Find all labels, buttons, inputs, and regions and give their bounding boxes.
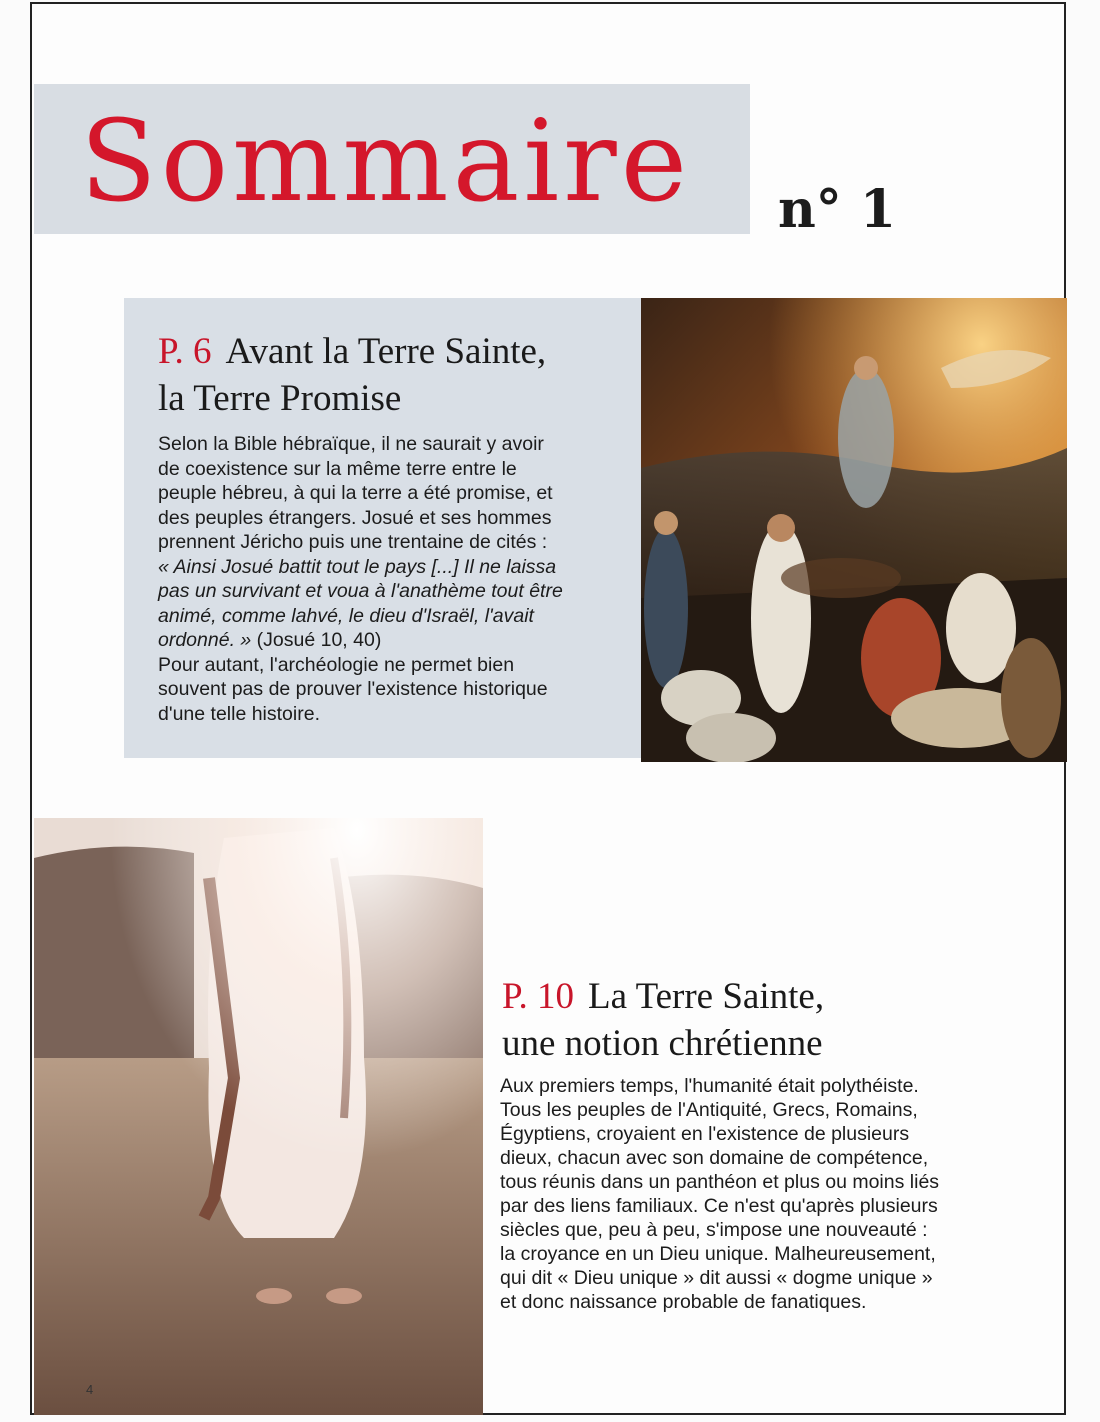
painting-illustration: [641, 298, 1067, 762]
text-line: qui dit « Dieu unique » dit aussi « dogme unique »: [500, 1267, 933, 1289]
text-line: prennent Jéricho puis une trentaine de cités :: [158, 531, 548, 553]
text-line: tous réunis dans un panthéon et plus ou moins liés: [500, 1171, 940, 1193]
article-1-text: [158, 432, 628, 726]
text-line: Pour autant, l'archéologie ne permet bien: [158, 653, 515, 676]
text-line: peuple hébreu, à qui la terre a été promise, et: [158, 482, 553, 504]
text-line: siècles que, peu à peu, s'impose une nouveauté :: [500, 1219, 928, 1241]
text-line: d'une telle histoire.: [158, 702, 320, 725]
text-line: Tous les peuples de l'Antiquité, Grecs, Romains,: [500, 1099, 918, 1121]
quote-reference: (Josué 10, 40): [251, 629, 382, 651]
article-2-title-line1: La Terre Sainte,: [587, 976, 825, 1017]
article-1-title-line1: Avant la Terre Sainte,: [225, 331, 547, 372]
article-2-text: [500, 1074, 970, 1314]
quote-line: animé, comme lahvé, le dieu d'Israël, l'avait: [158, 604, 534, 627]
text-line: de coexistence sur la même terre entre le: [158, 457, 517, 480]
page-number: 4: [86, 1382, 94, 1397]
article-2-heading: [502, 975, 824, 1019]
article-1-title-line2: la Terre Promise: [158, 378, 402, 419]
quote-line: « Ainsi Josué battit tout le pays [...] Il ne laissa: [158, 555, 557, 578]
article-1-page-ref: P. 6: [158, 331, 212, 372]
text-line: dieux, chacun avec son domaine de compétence,: [500, 1147, 929, 1169]
text-line: des peuples étrangers. Josué et ses hommes: [158, 506, 552, 529]
robed-figure-photo: [34, 818, 483, 1415]
text-line: Égyptiens, croyaient en l'existence de plusieurs: [500, 1123, 910, 1145]
text-line: Aux premiers temps, l'humanité était polythéiste.: [500, 1075, 919, 1097]
article-1-heading: [158, 330, 546, 374]
page-title: Sommaire: [80, 97, 691, 227]
issue-number: n° 1: [778, 179, 897, 240]
text-line: Selon la Bible hébraïque, il ne saurait y avoir: [158, 433, 544, 455]
text-line: par des liens familiaux. Ce n'est qu'après plusieurs: [500, 1195, 938, 1217]
text-line: souvent pas de prouver l'existence historique: [158, 678, 548, 700]
quote-line: pas un survivant et voua à l'anathème tout être: [158, 580, 563, 602]
article-2-page-ref: P. 10: [502, 976, 574, 1017]
text-line: la croyance en un Dieu unique. Malheureusement,: [500, 1243, 936, 1265]
quote-line: ordonné. » (Josué 10, 40): [158, 629, 382, 651]
article-2-title-line2: une notion chrétienne: [502, 1023, 823, 1064]
text-line: et donc naissance probable de fanatiques.: [500, 1291, 867, 1313]
